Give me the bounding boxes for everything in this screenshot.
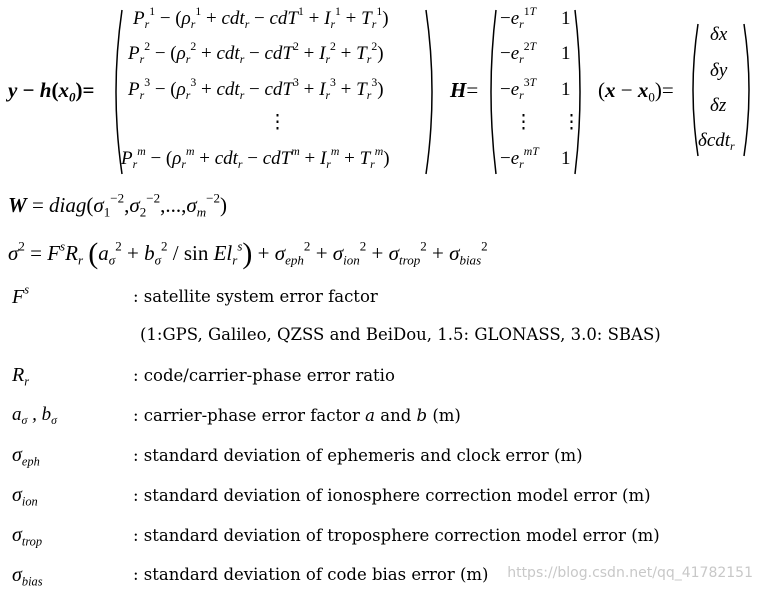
h-col2-m: 1 — [561, 148, 571, 169]
residual-row-m: $P_r^m - (\rho_r^m + cdt_r - cdT^m + I_r^m + T_r^m)$ — [121, 145, 390, 172]
def-symbol-ab: $a_\sigma$ , $b_\sigma$ — [12, 404, 57, 428]
def-text-system-factors: (1:GPS, Galileo, QZSS and BeiDou, 1.5: GLONASS, 3.0: SBAS) — [140, 325, 661, 344]
def-text-trop: : standard deviation of troposphere correction model error (m) — [133, 526, 660, 545]
def-text-rr: : code/carrier-phase error ratio — [133, 366, 395, 385]
right-paren-dx — [742, 22, 756, 158]
dx-row-4: δcdt$_r$ — [698, 130, 735, 154]
def-symbol-ion: $\sigma_{ion}$ — [12, 484, 38, 509]
h-row-2: $-e_r^{2T}$ — [500, 40, 537, 67]
dx-row-2: δy — [710, 60, 728, 81]
def-text-ab: : carrier-phase error factor a and b (m) — [133, 406, 461, 425]
h-row-3: $-e_r^{3T}$ — [500, 76, 537, 103]
residual-lhs: $y - h(x_0)=$ — [8, 78, 95, 105]
residual-row-2: $P_r^2 - (\rho_r^2 + cdt_r - cdT^2 + I_r^2 + T_r^2)$ — [128, 40, 384, 67]
def-symbol-rr: $R_r$ — [12, 364, 30, 389]
h-col2-1: 1 — [561, 8, 571, 29]
h-row-1: $-e_r^{1T}$ — [500, 5, 537, 32]
watermark: https://blog.csdn.net/qq_41782151 — [507, 565, 753, 581]
def-symbol-bias: $\sigma_{bias}$ — [12, 564, 43, 589]
dx-row-1: δx — [710, 24, 728, 45]
weight-equation: $W = diag(\sigma_1^{-2},\sigma_2^{-2},...,\sigma_m^{-2})$ — [8, 190, 227, 220]
right-paren-residual — [424, 8, 440, 176]
h-col2-3: 1 — [561, 79, 571, 100]
residual-row-ellipsis: ⋮ — [268, 112, 287, 133]
dx-row-3: δz — [710, 95, 727, 116]
h-col2-2: 1 — [561, 43, 571, 64]
def-text-fs: : satellite system error factor — [133, 287, 378, 306]
def-symbol-trop: $\sigma_{trop}$ — [12, 524, 43, 549]
state-delta-label: $(x - x_0)=$ — [598, 78, 674, 105]
right-paren-h — [573, 8, 587, 176]
residual-row-1: $P_r^1 - (\rho_r^1 + cdt_r - cdT^1 + I_r^1 + T_r^1)$ — [133, 5, 389, 32]
residual-row-3: $P_r^3 - (\rho_r^3 + cdt_r - cdT^3 + I_r^3 + T_r^3)$ — [128, 76, 384, 103]
left-paren-h — [484, 8, 498, 176]
h-row-m: $-e_r^{mT}$ — [500, 145, 539, 172]
h-col2-ellipsis: ⋮ — [562, 112, 581, 133]
def-text-ion: : standard deviation of ionosphere correction model error (m) — [133, 486, 651, 505]
def-symbol-eph: $\sigma_{eph}$ — [12, 444, 40, 469]
design-matrix-label: H= — [450, 78, 479, 102]
h-row-ellipsis: ⋮ — [514, 112, 533, 133]
def-text-eph: : standard deviation of ephemeris and clock error (m) — [133, 446, 583, 465]
def-symbol-fs: $F^s$ — [12, 282, 30, 308]
def-text-bias: : standard deviation of code bias error (m) — [133, 565, 489, 584]
variance-equation: $\sigma^2 = F^sR_r$ $(a_\sigma^2 + b_\sigma^2 / \sin El_r^s) + \sigma_{eph}^2 + \sigma_{ion}^2 + \sigma_{trop}^2 + \sigma_{bias}^2$ — [8, 237, 488, 270]
